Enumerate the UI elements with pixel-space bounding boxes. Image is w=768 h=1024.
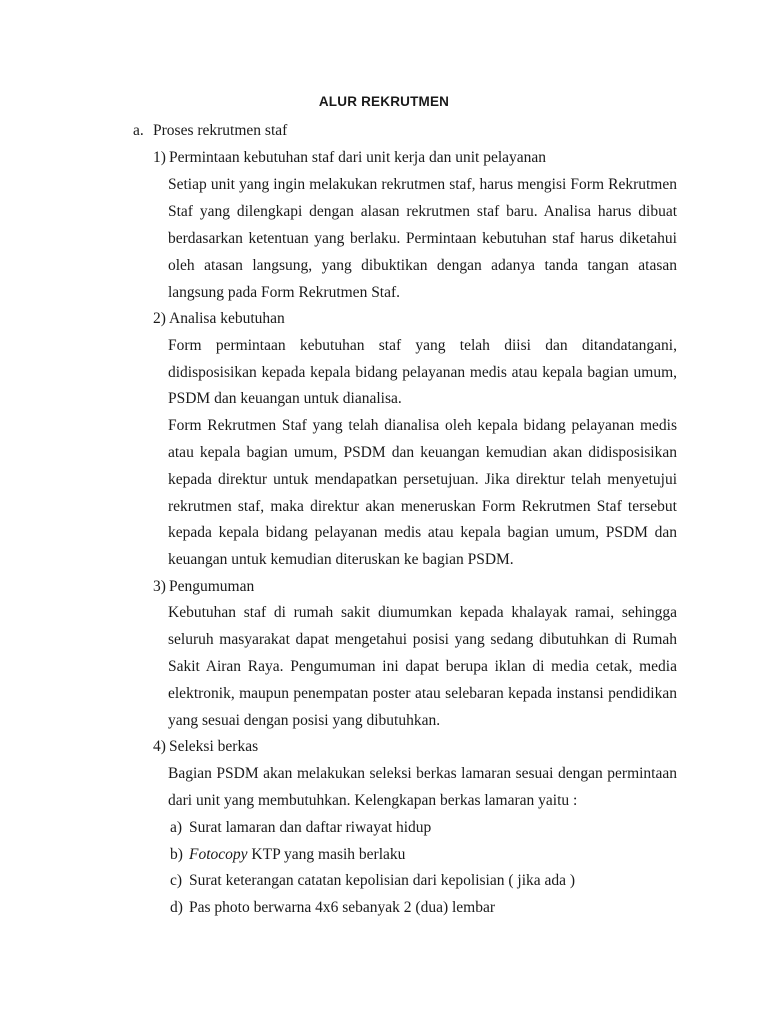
sublist-marker: d) [170, 899, 183, 916]
document-title: ALUR REKRUTMEN [318, 94, 450, 109]
paragraph-line: atau kepala bagian umum, PSDM dan keuangan kemudian akan didisposisikan [168, 444, 677, 461]
item-1-heading: Permintaan kebutuhan staf dari unit kerja dan unit pelayanan [169, 149, 547, 166]
item-4-marker: 4) [153, 738, 166, 755]
paragraph-line: PSDM dan keuangan untuk dianalisa. [168, 390, 402, 407]
paragraph-line: yang sesuai dengan posisi yang dibutuhkan. [168, 712, 441, 729]
sublist-item [189, 845, 405, 865]
section-a-marker: a. [133, 122, 144, 139]
paragraph-line: kepada direktur untuk mendapatkan persetujuan. Jika direktur telah menyetujui [168, 471, 677, 488]
paragraph-line: didisposisikan kepada kepala bidang pelayanan medis atau kepala bagian umum, [168, 364, 677, 381]
section-a-heading: Proses rekrutmen staf [153, 122, 288, 139]
paragraph-line: langsung pada Form Rekrutmen Staf. [168, 284, 401, 301]
item-3-marker: 3) [153, 578, 166, 595]
paragraph-line: Form Rekrutmen Staf yang telah dianalisa oleh kepala bidang pelayanan medis [168, 417, 677, 434]
paragraph-line: Kebutuhan staf di rumah sakit diumumkan kepada khalayak ramai, sehingga [168, 604, 677, 621]
paragraph-line: Staf yang dilengkapi dengan alasan rekrutmen staf baru. Analisa harus dibuat [168, 203, 677, 220]
sublist-item-text: KTP yang masih berlaku [247, 846, 406, 863]
paragraph-line: rekrutmen staf, maka direktur akan meneruskan Form Rekrutmen Staf tersebut [168, 498, 677, 515]
sublist-marker: b) [170, 846, 183, 863]
item-2-heading: Analisa kebutuhan [169, 310, 285, 327]
sublist-marker: c) [170, 872, 183, 889]
paragraph-line: Sakit Airan Raya. Pengumuman ini dapat berupa iklan di media cetak, media [168, 658, 677, 675]
paragraph-line: seluruh masyarakat dapat mengetahui posisi yang sedang dibutuhkan di Rumah [168, 631, 677, 648]
item-1-marker: 1) [153, 149, 166, 166]
sublist-item: Pas photo berwarna 4x6 sebanyak 2 (dua) lembar [189, 899, 496, 916]
paragraph-line: Form permintaan kebutuhan staf yang telah diisi dan ditandatangani, [168, 337, 677, 354]
paragraph-line: elektronik, maupun penempatan poster atau selebaran kepada instansi pendidikan [168, 685, 677, 702]
paragraph-line: Bagian PSDM akan melakukan seleksi berkas lamaran sesuai dengan permintaan [168, 765, 677, 782]
paragraph-line: keuangan untuk kemudian diteruskan ke bagian PSDM. [168, 551, 514, 568]
item-3-heading: Pengumuman [169, 578, 255, 595]
sublist-marker: a) [170, 819, 183, 836]
paragraph-line: dari unit yang membutuhkan. Kelengkapan berkas lamaran yaitu : [168, 792, 578, 809]
sublist-item: Surat lamaran dan daftar riwayat hidup [189, 819, 432, 836]
italic-term: Fotocopy [189, 846, 248, 863]
paragraph-line: oleh atasan langsung, yang dibuktikan dengan adanya tanda tangan atasan [168, 257, 677, 274]
paragraph-line: kepada kepala bidang pelayanan medis atau kepala bagian umum, PSDM dan [168, 524, 677, 541]
item-4-heading: Seleksi berkas [169, 738, 259, 755]
paragraph-line: berdasarkan ketentuan yang berlaku. Permintaan kebutuhan staf harus diketahui [168, 230, 677, 247]
paragraph-line: Setiap unit yang ingin melakukan rekrutmen staf, harus mengisi Form Rekrutmen [168, 176, 677, 193]
sublist-item: Surat keterangan catatan kepolisian dari kepolisian ( jika ada ) [189, 872, 576, 889]
item-2-marker: 2) [153, 310, 166, 327]
